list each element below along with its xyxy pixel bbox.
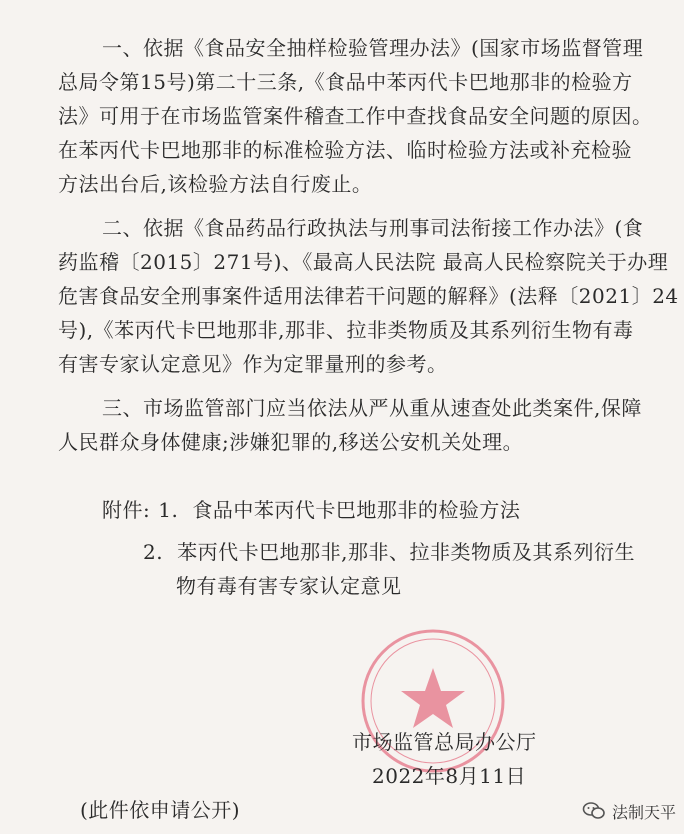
body-line: 一、依据《食品安全抽样检验管理办法》(国家市场监督管理 — [102, 36, 644, 60]
star-icon — [401, 668, 465, 728]
body-line: 总局令第15号)第二十三条,《食品中苯丙代卡巴地那非的检验方 — [58, 70, 633, 94]
watermark-text: 法制天平 — [611, 802, 676, 822]
body-line: 方法出台后,该检验方法自行废止。 — [58, 172, 373, 196]
attachment-title: 苯丙代卡巴地那非,那非、拉非类物质及其系列衍生 — [177, 540, 635, 564]
body-line: 在苯丙代卡巴地那非的标准检验方法、临时检验方法或补充检验 — [58, 138, 632, 162]
issuer: 市场监管总局办公厅 — [352, 730, 537, 754]
attachment-item — [0, 539, 684, 565]
attachment-number: 1. — [158, 498, 179, 522]
attachments-label: 附件: — [102, 498, 151, 522]
disclosure-note: (此件依申请公开) — [80, 798, 241, 822]
body-line: 法》可用于在市场监管案件稽查工作中查找食品安全问题的原因。 — [58, 104, 653, 128]
watermark — [582, 798, 676, 824]
issue-date: 2022年8月11日 — [372, 764, 527, 788]
body-line: 药监稽〔2015〕271号)、《最高人民法院 最高人民检察院关于办理 — [58, 250, 669, 274]
body-line: 二、依据《食品药品行政执法与刑事司法衔接工作办法》(食 — [102, 216, 644, 240]
attachment-item — [0, 497, 684, 523]
body-line: 危害食品安全刑事案件适用法律若干问题的解释》(法释〔2021〕24 — [58, 284, 679, 308]
attachment-title: 食品中苯丙代卡巴地那非的检验方法 — [192, 498, 521, 522]
attachment-title-continued: 物有毒有害专家认定意见 — [176, 574, 402, 598]
body-line: 三、市场监管部门应当依法从严从重从速查处此类案件,保障 — [102, 396, 642, 420]
attachment-number: 2. — [143, 540, 164, 564]
body-line: 号),《苯丙代卡巴地那非,那非、拉非类物质及其系列衍生物有毒 — [58, 318, 634, 342]
body-line: 有害专家认定意见》作为定罪量刑的参考。 — [58, 352, 448, 376]
body-line: 人民群众身体健康;涉嫌犯罪的,移送公安机关处理。 — [58, 430, 524, 454]
wechat-icon — [582, 799, 606, 823]
